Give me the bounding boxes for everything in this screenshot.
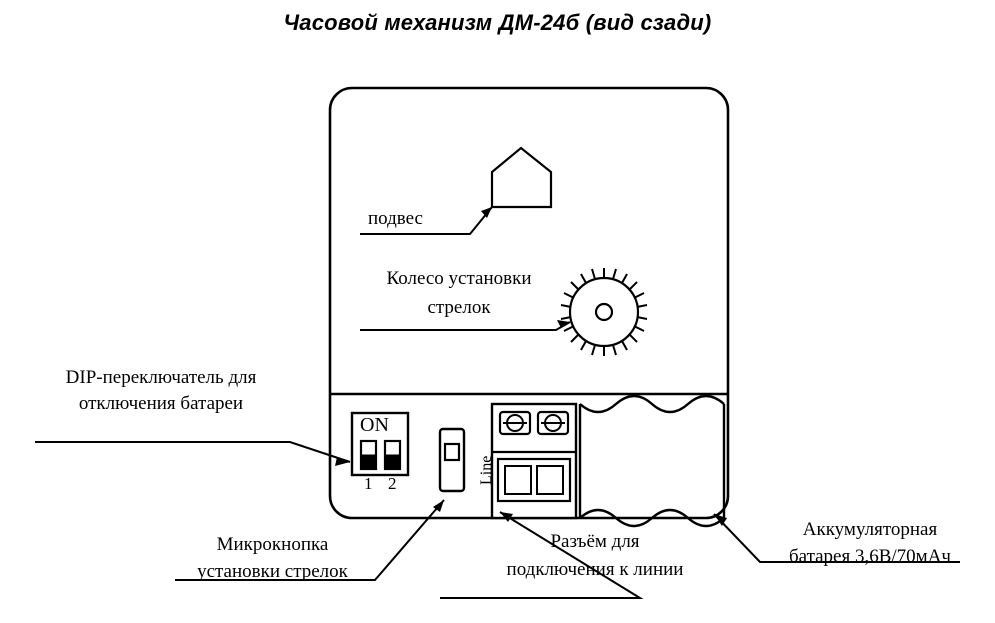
label-micro-button-line2: установки стрелок [197, 561, 348, 582]
label-dip-switch-line2: отключения батареи [78, 393, 244, 414]
battery-pack [580, 396, 724, 526]
suspension-bracket [492, 148, 551, 207]
label-setting-wheel-line2: стрелок [427, 297, 491, 318]
hand-setting-wheel[interactable] [561, 268, 647, 356]
page-title: Часовой механизм ДМ-24б (вид сзади) [283, 10, 712, 35]
label-setting-wheel-line1: Колесо установки [386, 268, 532, 289]
label-micro-button-line1: Микрокнопка [216, 534, 329, 555]
label-dip-switch-line1: DIP-переключатель для [65, 367, 257, 388]
line-connector-label: Line [478, 455, 495, 485]
label-connector-line1: Разъём для [550, 531, 640, 552]
dip-on-label: ON [360, 414, 389, 436]
dip-switch-2-label: 2 [388, 474, 397, 493]
line-connector[interactable] [492, 404, 576, 518]
micro-button[interactable] [440, 429, 464, 491]
label-battery-line2: батарея 3,6В/70мАч [788, 546, 951, 567]
dip-switch-1-label: 1 [364, 474, 373, 493]
label-battery-line1: Аккумуляторная [802, 519, 938, 540]
label-suspension: подвес [368, 208, 423, 229]
label-connector-line2: подключения к линии [506, 559, 684, 580]
